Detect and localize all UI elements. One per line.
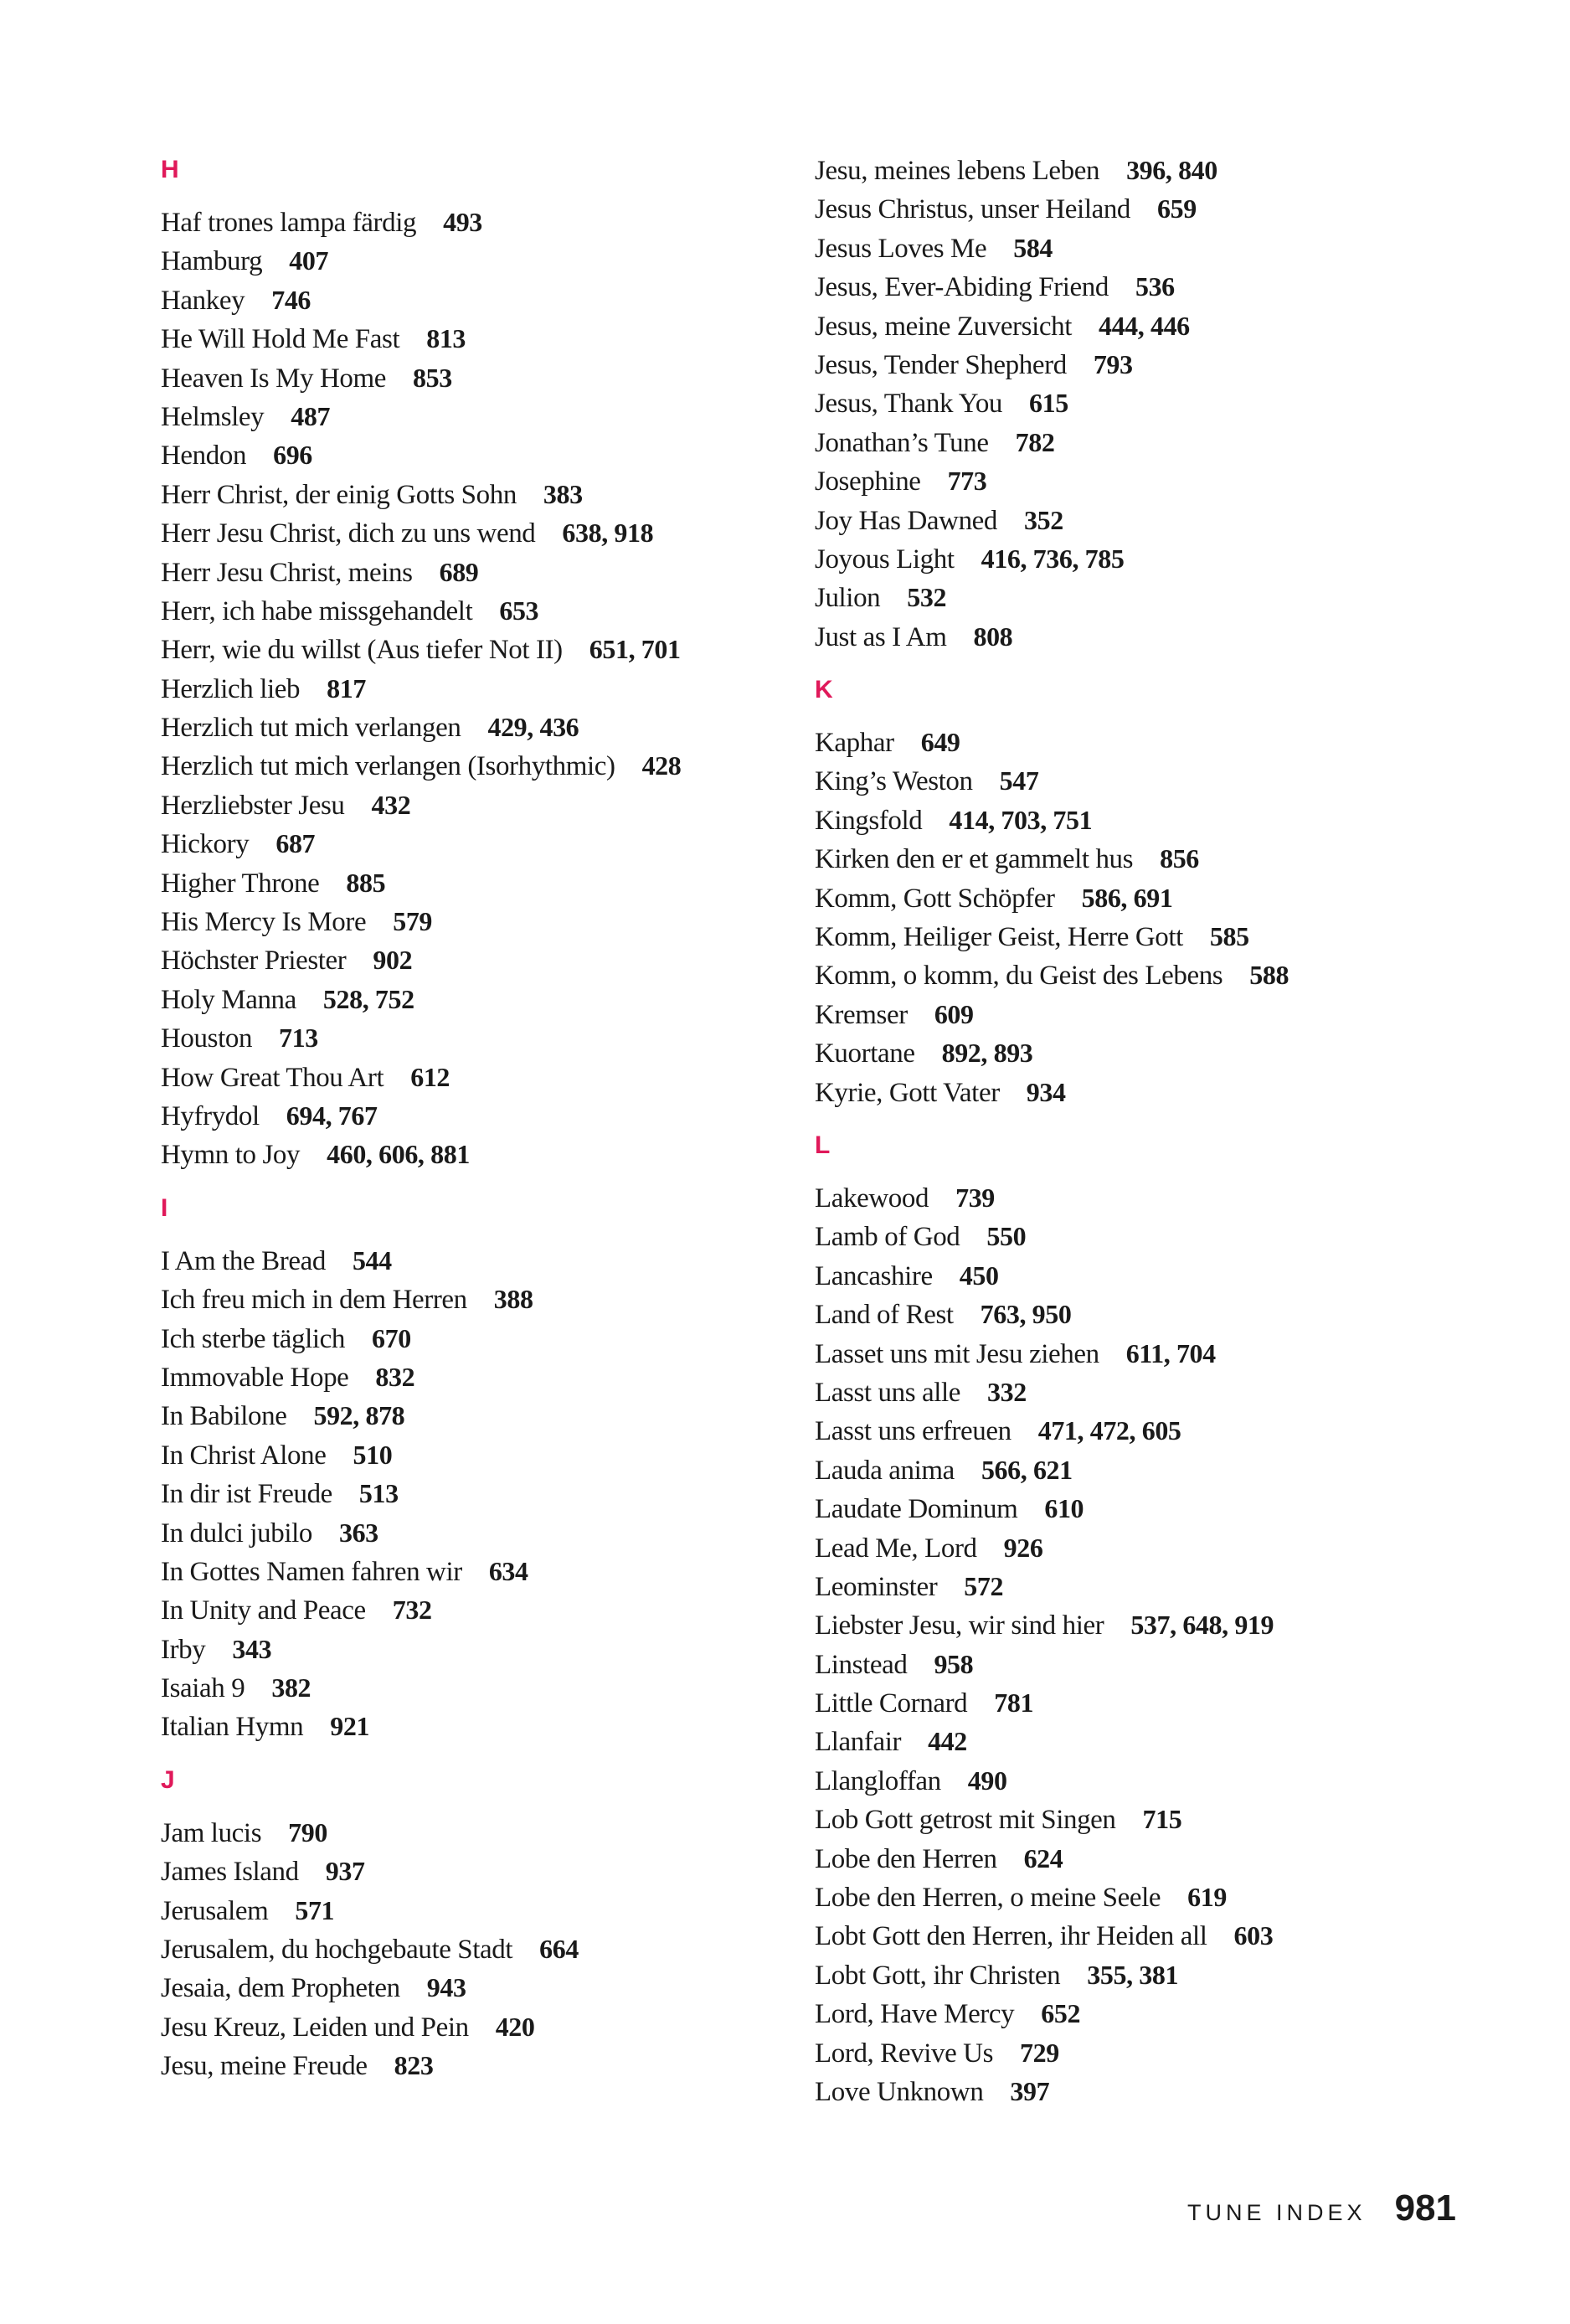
index-section: [161, 1189, 814, 1746]
index-entry: [161, 358, 814, 397]
tune-name: Hyfrydol: [161, 1100, 260, 1131]
index-column-left: [161, 151, 814, 2085]
index-entry: [815, 1334, 1468, 1373]
index-entry: [815, 1073, 1468, 1111]
tune-name: Lobt Gott, ihr Christen: [815, 1960, 1061, 1991]
hymn-numbers: 729: [1020, 2037, 1059, 2068]
index-section: [815, 151, 1468, 656]
index-entry: [815, 1916, 1468, 1955]
hymn-numbers: 547: [999, 765, 1039, 796]
tune-name: Kyrie, Gott Vater: [815, 1077, 1000, 1108]
index-entry: [815, 539, 1468, 578]
tune-name: Herr, ich habe missgehandelt: [161, 595, 473, 626]
tune-name: Jesaia, dem Propheten: [161, 1973, 400, 2004]
hymn-numbers: 612: [410, 1061, 450, 1092]
index-entry: [815, 956, 1468, 994]
index-entry: [161, 281, 814, 319]
hymn-numbers: 586, 691: [1081, 882, 1173, 913]
tune-name: Lasst uns alle: [815, 1377, 961, 1408]
tune-name: Isaiah 9: [161, 1673, 245, 1704]
index-entry: [161, 1018, 814, 1057]
index-entry: [161, 1513, 814, 1552]
index-entry: [161, 980, 814, 1018]
tune-name: Lobt Gott den Herren, ihr Heiden all: [815, 1921, 1207, 1952]
hymn-numbers: 615: [1029, 388, 1068, 419]
tune-name: Herzliebster Jesu: [161, 790, 345, 821]
index-entry: [815, 1761, 1468, 1800]
tune-name: Holy Manna: [161, 984, 296, 1015]
hymn-numbers: 572: [964, 1570, 1004, 1601]
index-entry: [815, 151, 1468, 189]
index-entry: [815, 1839, 1468, 1878]
index-entry: [161, 1813, 814, 1852]
hymn-numbers: 793: [1093, 348, 1133, 379]
index-entry: [161, 1396, 814, 1435]
hymn-numbers: 493: [443, 207, 482, 237]
index-entry: [161, 902, 814, 940]
hymn-numbers: 652: [1041, 1998, 1081, 2029]
tune-name: He Will Hold Me Fast: [161, 324, 400, 355]
tune-name: Komm, Heiliger Geist, Herre Gott: [815, 922, 1183, 953]
tune-name: Hymn to Joy: [161, 1140, 301, 1171]
index-entry: [815, 1956, 1468, 1994]
index-section: [815, 1126, 1468, 2110]
hymn-numbers: 397: [1010, 2075, 1050, 2106]
hymn-numbers: 414, 703, 751: [949, 804, 1093, 835]
index-entry: [815, 839, 1468, 878]
tune-name: Hendon: [161, 441, 247, 471]
index-entry: [815, 2033, 1468, 2072]
hymn-numbers: 739: [955, 1182, 995, 1213]
index-entry: [161, 241, 814, 280]
index-entry: [815, 1645, 1468, 1683]
hymn-numbers: 544: [352, 1244, 392, 1275]
index-entry: [815, 345, 1468, 384]
tune-name: Lobe den Herren: [815, 1843, 997, 1874]
index-entry: [815, 1567, 1468, 1605]
index-entry: [815, 2072, 1468, 2110]
index-entry: [815, 1178, 1468, 1217]
tune-name: Herr, wie du willst (Aus tiefer Not II): [161, 635, 563, 666]
index-entry: [161, 435, 814, 474]
tune-name: Higher Throne: [161, 868, 320, 899]
hymn-numbers: 355, 381: [1087, 1959, 1179, 1990]
hymn-numbers: 653: [499, 595, 539, 626]
index-entry: [161, 1852, 814, 1890]
tune-name: Kremser: [815, 999, 908, 1030]
index-entry: [815, 1451, 1468, 1489]
hymn-numbers: 407: [289, 245, 329, 276]
hymn-numbers: 571: [295, 1894, 335, 1925]
tune-name: In dir ist Freude: [161, 1479, 332, 1510]
hymn-numbers: 696: [273, 440, 312, 471]
index-section: [815, 671, 1468, 1111]
tune-name: Helmsley: [161, 401, 265, 432]
hymn-numbers: 510: [353, 1439, 393, 1470]
index-entry: [815, 1994, 1468, 2033]
hymn-numbers: 619: [1187, 1882, 1227, 1913]
index-entry: [161, 1474, 814, 1512]
hymn-numbers: 689: [439, 556, 479, 587]
index-entry: [161, 513, 814, 552]
hymn-numbers: 537, 648, 919: [1130, 1610, 1274, 1641]
hymn-numbers: 396, 840: [1126, 155, 1217, 185]
hymn-numbers: 532: [907, 582, 947, 613]
hymn-numbers: 823: [394, 2050, 434, 2081]
tune-name: Kirken den er et gammelt hus: [815, 844, 1134, 875]
section-letter-heading: I: [161, 1193, 168, 1222]
index-entry: [815, 578, 1468, 616]
index-entry: [161, 824, 814, 863]
tune-name: Lob Gott getrost mit Singen: [815, 1805, 1116, 1836]
index-column-right: [815, 151, 1468, 2110]
tune-name: Jam lucis: [161, 1817, 262, 1848]
index-entry: [815, 1722, 1468, 1760]
hymn-numbers: 352: [1024, 504, 1063, 535]
tune-name: Herr Jesu Christ, meins: [161, 557, 413, 588]
tune-name: Jerusalem: [161, 1895, 269, 1926]
tune-name: Jesus, Ever-Abiding Friend: [815, 272, 1109, 303]
hymn-numbers: 934: [1026, 1076, 1066, 1107]
tune-name: Liebster Jesu, wir sind hier: [815, 1610, 1104, 1641]
tune-name: Komm, o komm, du Geist des Lebens: [815, 961, 1223, 992]
hymn-numbers: 853: [413, 362, 452, 393]
tune-name: Lasst uns erfreuen: [815, 1416, 1011, 1447]
tune-name: Kuortane: [815, 1038, 915, 1069]
index-entry: [815, 1373, 1468, 1411]
tune-name: Herzlich lieb: [161, 673, 301, 704]
tune-name: Llangloffan: [815, 1765, 941, 1796]
hymn-numbers: 943: [426, 1972, 466, 2003]
hymn-numbers: 687: [275, 828, 316, 859]
hymn-numbers: 634: [488, 1555, 528, 1586]
tune-name: Joyous Light: [815, 544, 955, 575]
index-entry: [161, 1552, 814, 1590]
index-entry: [161, 2007, 814, 2046]
index-entry: [161, 1668, 814, 1707]
tune-name: In dulci jubilo: [161, 1518, 312, 1548]
tune-name: Lord, Revive Us: [815, 2038, 994, 2069]
index-entry: [815, 761, 1468, 800]
tune-name: Jesus, Tender Shepherd: [815, 349, 1067, 380]
tune-name: Lancashire: [815, 1260, 933, 1291]
tune-name: Josephine: [815, 466, 921, 497]
tune-name: Herzlich tut mich verlangen: [161, 713, 461, 744]
tune-name: Lakewood: [815, 1183, 929, 1214]
hymn-numbers: 651, 701: [589, 634, 681, 665]
hymn-numbers: 332: [987, 1376, 1027, 1407]
tune-name: Hickory: [161, 829, 250, 860]
index-entry: [815, 229, 1468, 267]
index-entry: [815, 917, 1468, 956]
hymn-numbers: 429, 436: [487, 712, 579, 743]
index-entry: [815, 1256, 1468, 1295]
hymn-numbers: 450: [959, 1260, 999, 1291]
hymn-numbers: 388: [493, 1284, 533, 1315]
tune-name: Jesu, meine Freude: [161, 2051, 368, 2082]
index-entry: [161, 1968, 814, 2007]
index-entry: [815, 423, 1468, 461]
tune-name: Leominster: [815, 1571, 938, 1602]
tune-name: Laudate Dominum: [815, 1494, 1018, 1525]
index-entry-list: [815, 1178, 1468, 2110]
hymn-numbers: 781: [994, 1688, 1034, 1719]
index-entry: [161, 1241, 814, 1280]
tune-name: Just as I Am: [815, 621, 947, 652]
tune-name: Lead Me, Lord: [815, 1533, 977, 1564]
tune-name: Love Unknown: [815, 2076, 984, 2107]
index-entry: [161, 1630, 814, 1668]
hymn-numbers: 715: [1142, 1804, 1182, 1835]
index-entry: [815, 801, 1468, 839]
hymn-numbers: 611, 704: [1125, 1337, 1216, 1368]
hymn-numbers: 763, 950: [980, 1299, 1072, 1330]
tune-name: Land of Rest: [815, 1300, 954, 1331]
tune-name: Lobe den Herren, o meine Seele: [815, 1883, 1161, 1914]
tune-name: In Babilone: [161, 1401, 287, 1432]
index-entry: [161, 940, 814, 979]
section-letter-heading: L: [815, 1131, 831, 1159]
hymn-numbers: 892, 893: [941, 1038, 1033, 1069]
hymn-numbers: 487: [291, 400, 331, 431]
hymn-numbers: 428: [641, 750, 682, 781]
hymn-numbers: 343: [232, 1633, 272, 1664]
index-entry: [815, 1878, 1468, 1916]
tune-name: In Christ Alone: [161, 1440, 327, 1471]
tune-name: Höchster Priester: [161, 946, 347, 976]
tune-name: Llanfair: [815, 1727, 902, 1758]
hymn-numbers: 460, 606, 881: [327, 1139, 470, 1170]
tune-name: King’s Weston: [815, 766, 973, 797]
hymn-numbers: 609: [934, 998, 974, 1029]
index-entry: [815, 1528, 1468, 1567]
hymn-numbers: 603: [1233, 1920, 1274, 1951]
tune-name: Herzlich tut mich verlangen (Isorhythmic): [161, 751, 615, 782]
hymn-numbers: 528, 752: [322, 983, 414, 1014]
hymn-numbers: 490: [967, 1765, 1007, 1796]
index-entry: [815, 617, 1468, 656]
index-entry: [161, 1319, 814, 1358]
hymn-numbers: 584: [1013, 232, 1053, 263]
index-entry: [161, 1891, 814, 1930]
tune-name: Ich freu mich in dem Herren: [161, 1285, 467, 1316]
index-entry: [161, 630, 814, 668]
tune-name: His Mercy Is More: [161, 907, 367, 938]
index-entry: [161, 1435, 814, 1474]
index-entry: [815, 461, 1468, 500]
hymn-numbers: 808: [973, 621, 1013, 652]
hymn-numbers: 649: [920, 727, 960, 758]
index-entry: [161, 319, 814, 358]
index-entry: [815, 995, 1468, 1033]
hymn-numbers: 832: [375, 1361, 415, 1392]
tune-name: Joy Has Dawned: [815, 505, 998, 536]
tune-name: Jonathan’s Tune: [815, 427, 989, 458]
hymn-numbers: 902: [373, 945, 413, 976]
tune-name: Little Cornard: [815, 1688, 968, 1719]
index-entry: [815, 307, 1468, 345]
index-entry: [161, 397, 814, 435]
index-entry: [815, 1489, 1468, 1528]
hymn-numbers: 958: [934, 1648, 974, 1679]
hymn-numbers: 732: [392, 1595, 432, 1626]
hymn-numbers: 659: [1157, 193, 1197, 224]
section-letter-heading: H: [161, 156, 179, 183]
tune-name: Julion: [815, 583, 881, 614]
hymn-numbers: 713: [279, 1023, 318, 1054]
hymn-numbers: 579: [393, 906, 433, 937]
section-letter-heading: J: [161, 1765, 175, 1794]
tune-name: In Gottes Namen fahren wir: [161, 1556, 462, 1587]
hymn-numbers: 610: [1044, 1493, 1084, 1524]
hymn-numbers: 444, 446: [1098, 310, 1190, 341]
index-entry-list: [161, 203, 814, 1174]
index-entry: [815, 1295, 1468, 1333]
index-entry: [161, 1590, 814, 1629]
tune-name: Linstead: [815, 1649, 908, 1680]
index-entry: [161, 1096, 814, 1135]
hymn-numbers: 550: [986, 1221, 1027, 1252]
tune-name: Lord, Have Mercy: [815, 1999, 1015, 2030]
index-entry: [815, 1033, 1468, 1072]
tune-name: Jesus, Thank You: [815, 389, 1003, 420]
hymn-numbers: 383: [543, 478, 583, 509]
tune-name: Ich sterbe täglich: [161, 1323, 346, 1354]
index-entry: [161, 1135, 814, 1173]
index-entry: [161, 1707, 814, 1745]
tune-name: Lauda anima: [815, 1455, 955, 1486]
index-entry: [161, 786, 814, 824]
tune-name: Immovable Hope: [161, 1362, 349, 1393]
hymn-numbers: 782: [1015, 426, 1055, 457]
tune-name: How Great Thou Art: [161, 1062, 384, 1093]
hymn-numbers: 592, 878: [313, 1400, 405, 1431]
index-entry: [161, 1058, 814, 1096]
tune-name: Herr Jesu Christ, dich zu uns wend: [161, 518, 536, 549]
page-number: 981: [1394, 2187, 1456, 2229]
tune-name: Jesus, meine Zuversicht: [815, 311, 1072, 342]
running-footer-title: TUNE INDEX: [1187, 2200, 1367, 2225]
hymn-numbers: 382: [271, 1672, 311, 1703]
index-entry-list: [815, 151, 1468, 656]
index-entry-list: [815, 723, 1468, 1111]
index-section: [161, 1761, 814, 2085]
index-entry: [815, 501, 1468, 539]
index-entry: [815, 1683, 1468, 1722]
index-entry: [161, 475, 814, 513]
index-entry: [815, 879, 1468, 917]
index-entry: [161, 1930, 814, 1968]
index-entry-list: [161, 1813, 814, 2085]
section-letter-heading: K: [815, 676, 833, 704]
tune-name: Jesus Christus, unser Heiland: [815, 194, 1131, 225]
index-entry: [815, 1800, 1468, 1838]
hymn-numbers: 416, 736, 785: [981, 543, 1125, 574]
hymn-numbers: 420: [495, 2011, 535, 2042]
index-entry: [815, 384, 1468, 422]
hymn-numbers: 926: [1003, 1532, 1043, 1563]
index-entry: [161, 746, 814, 785]
index-entry: [815, 1411, 1468, 1450]
tune-name: Jesu, meines lebens Leben: [815, 156, 1100, 186]
hymn-numbers: 363: [338, 1517, 378, 1548]
index-entry: [161, 2046, 814, 2084]
index-entry: [161, 591, 814, 630]
hymn-numbers: 442: [928, 1726, 967, 1757]
page-footer: [1187, 2187, 1456, 2238]
hymn-numbers: 513: [358, 1478, 399, 1509]
hymn-numbers: 694, 767: [286, 1100, 378, 1131]
tune-name: Haf trones lampa färdig: [161, 208, 417, 238]
hymn-numbers: 588: [1249, 960, 1289, 991]
tune-name: Komm, Gott Schöpfer: [815, 883, 1055, 914]
index-entry: [161, 1280, 814, 1318]
hymn-numbers: 937: [325, 1856, 365, 1887]
tune-name: Lasset uns mit Jesu ziehen: [815, 1338, 1099, 1369]
tune-name: Heaven Is My Home: [161, 363, 387, 394]
index-entry: [815, 1217, 1468, 1255]
tune-name: Jesu Kreuz, Leiden und Pein: [161, 2012, 469, 2043]
index-entry: [815, 1605, 1468, 1644]
index-entry-list: [161, 1241, 814, 1746]
hymn-numbers: 746: [271, 284, 311, 315]
hymn-numbers: 670: [372, 1322, 411, 1353]
index-entry: [161, 863, 814, 902]
tune-name: Irby: [161, 1634, 206, 1665]
hymn-numbers: 432: [371, 789, 411, 820]
tune-name: Italian Hymn: [161, 1712, 304, 1743]
tune-name: Lamb of God: [815, 1222, 960, 1253]
hymn-numbers: 624: [1023, 1842, 1063, 1873]
tune-name: Jerusalem, du hochgebaute Stadt: [161, 1935, 513, 1966]
index-entry: [161, 708, 814, 746]
hymn-numbers: 664: [539, 1934, 579, 1965]
hymn-numbers: 566, 621: [981, 1454, 1073, 1485]
index-entry: [161, 669, 814, 708]
hymn-numbers: 813: [426, 323, 466, 354]
hymn-numbers: 790: [288, 1816, 327, 1847]
index-entry: [161, 203, 814, 241]
tune-name: Hamburg: [161, 246, 263, 277]
index-entry: [815, 723, 1468, 761]
hymn-numbers: 817: [327, 672, 366, 703]
hymn-numbers: 921: [330, 1711, 370, 1742]
hymn-numbers: 638, 918: [562, 518, 654, 549]
hymn-numbers: 585: [1209, 921, 1249, 952]
tune-name: Herr Christ, der einig Gotts Sohn: [161, 479, 517, 510]
index-entry: [161, 553, 814, 591]
hymn-numbers: 536: [1135, 271, 1175, 302]
hymn-numbers: 856: [1160, 843, 1199, 874]
index-section: [161, 151, 814, 1174]
index-entry: [161, 1358, 814, 1396]
index-entry: [815, 189, 1468, 228]
hymn-numbers: 773: [947, 466, 987, 497]
hymn-numbers: 471, 472, 605: [1037, 1415, 1181, 1446]
tune-name: Kaphar: [815, 728, 894, 759]
index-entry: [815, 267, 1468, 306]
tune-name: Kingsfold: [815, 805, 923, 836]
tune-name: Houston: [161, 1023, 253, 1054]
tune-name: Jesus Loves Me: [815, 233, 987, 264]
tune-name: Hankey: [161, 285, 245, 316]
tune-name: I Am the Bread: [161, 1245, 326, 1276]
tune-name: James Island: [161, 1857, 299, 1888]
tune-name: In Unity and Peace: [161, 1595, 366, 1626]
hymn-numbers: 885: [346, 867, 386, 898]
